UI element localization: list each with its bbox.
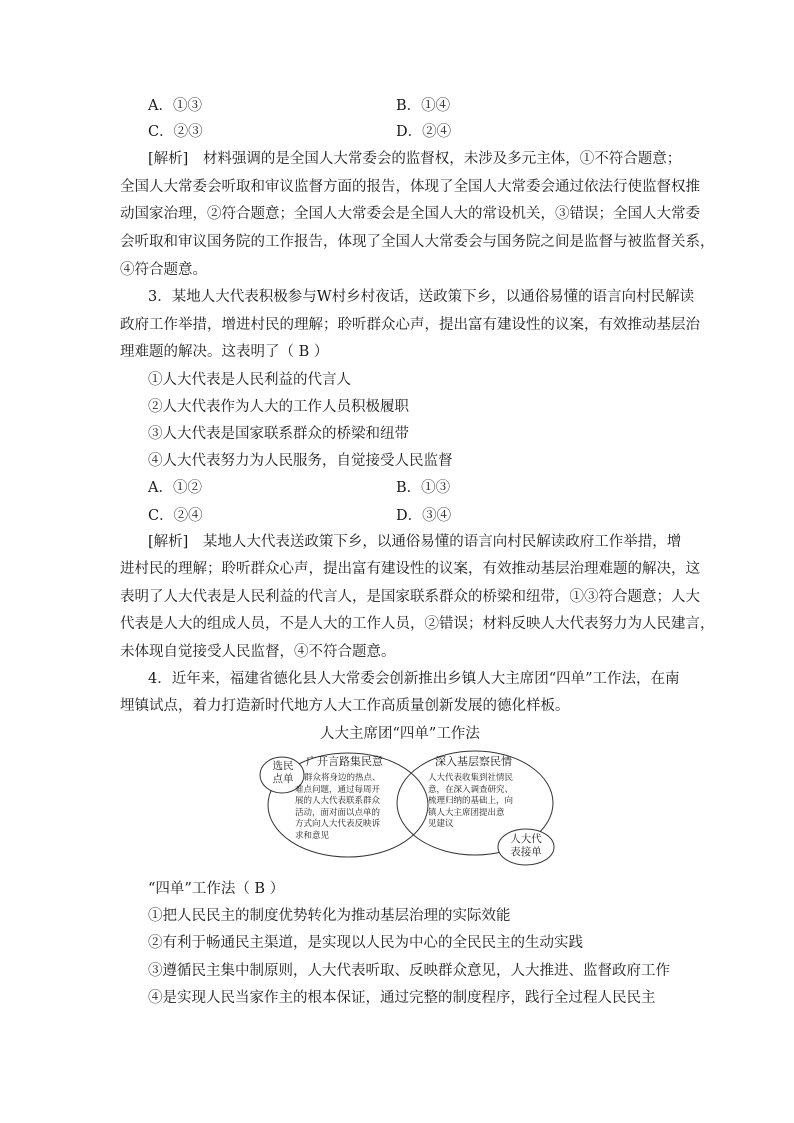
q3-option-d: D．③④ (396, 508, 452, 524)
right-tag-line: 表接单 (510, 846, 542, 858)
q3-option-a: A．①② (148, 480, 202, 496)
q3-analysis-line: 进村民的理解；聆听群众心声，提出富有建设性的议案，有效推动基层治理难题的解决，这 (120, 561, 700, 577)
q3-item: ①人大代表是人民利益的代言人 (148, 372, 351, 388)
q4-item: ①把人民民主的制度优势转化为推动基层治理的实际效能 (148, 908, 511, 924)
q3-analysis-line: [解析] 某地人大代表送政策下乡，以通俗易懂的语言向村民解读政府工作举措，增 (148, 534, 682, 550)
q2-analysis-line: ④符合题意。 (120, 262, 207, 278)
q4-item: ③遵循民主集中制原则，人大代表听取、反映群众意见，人大推进、监督政府工作 (148, 963, 670, 979)
right-body-line: 意，在深入调查研究、 (428, 784, 514, 795)
right-heading: 深入基层察民情 (435, 755, 512, 768)
q4-stem-line: 4．近年来，福建省德化县人大常委会创新推出乡镇人大主席团“四单”工作法，在南 (148, 671, 680, 687)
q4-item: ④是实现人民当家作主的根本保证，通过完整的制度程序，践行全过程人民民主 (148, 990, 656, 1006)
left-body-line: 展的人大代表联系群众 (295, 796, 381, 806)
q4-item: ②有利于畅通民主渠道，是实现以人民为中心的全民民主的生动实践 (148, 935, 583, 951)
q3-option-c: C．②④ (148, 508, 203, 524)
q3-item: ③人大代表是国家联系群众的桥梁和纽带 (148, 426, 409, 442)
q3-stem-line: 3．某地人大代表积极参与W村乡村夜话，送政策下乡，以通俗易懂的语言向村民解读 (148, 289, 695, 305)
q4-stem-line: 埋镇试点，着力打造新时代地方人大工作高质量创新发展的德化样板。 (120, 698, 570, 714)
q2-option-b: B．①④ (396, 98, 451, 114)
right-body-line: 镇人大主席团提出意 (428, 807, 505, 818)
left-body (295, 773, 381, 842)
q3-analysis-line: 代表是人大的组成人员，不是人大的工作人员，②错误；材料反映人大代表努力为人民建言， (120, 616, 715, 632)
left-body-line: 难点问题，通过每周开 (295, 784, 381, 795)
q3-stem-line: 政府工作举措，增进村民的理解；聆听群众心声，提出富有建设性的议案，有效推动基层治 (120, 317, 700, 333)
q3-item: ④人大代表努力为人民服务，自觉接受人民监督 (148, 453, 453, 469)
right-body (428, 773, 513, 831)
figure-title: 人大主席团“四单”工作法 (320, 726, 480, 742)
q3-stem-line: 理难题的解决。这表明了（ B ） (120, 344, 329, 360)
right-body-line: 见建议 (428, 819, 454, 829)
left-heading: 广开言路集民意 (306, 755, 383, 768)
q2-analysis-line: 动国家治理，②符合题意；全国人大常委会是全国人大的常设机关，③错误；全国人大常委 (120, 206, 700, 222)
q2-option-d: D．②④ (396, 124, 452, 140)
q2-analysis-line: 会听取和审议国务院的工作报告，体现了全国人大常委会与国务院之间是监督与被监督关系， (120, 234, 715, 250)
left-body-line: 活动，面对面以点单的 (295, 807, 381, 818)
q3-option-b: B．①③ (396, 480, 451, 496)
q2-option-a: A．①③ (148, 98, 202, 114)
right-tag (500, 833, 552, 859)
q4-question: “四单”工作法（ B ） (148, 881, 285, 897)
q3-item: ②人大代表作为人大的工作人员积极履职 (148, 399, 409, 415)
left-tag-line: 选民 (272, 760, 294, 772)
left-body-line: 求和意见 (295, 830, 330, 841)
right-tag-line: 人大代 (510, 833, 542, 845)
q2-analysis-line: [解析] 材料强调的是全国人大常委会的监督权，未涉及多元主体，①不符合题意； (148, 151, 682, 167)
q3-analysis-line: 表明了人大代表是人民利益的代言人，是国家联系群众的桥梁和纽带，①③符合题意；人大 (120, 589, 700, 605)
q3-analysis-line: 未体现自觉接受人民监督，④不符合题意。 (120, 644, 396, 660)
four-list-method-diagram (255, 747, 565, 867)
right-body-line: 人大代表收集到社情民 (428, 773, 514, 783)
left-body-line: 方式向人大代表反映诉 (295, 819, 381, 829)
q2-analysis-line: 全国人大常委会听取和审议监督方面的报告，体现了全国人大常委会通过依法行使监督权推 (120, 179, 700, 195)
left-body-line: 群众将身边的热点、 (304, 773, 381, 783)
left-tag-line: 点单 (272, 773, 294, 785)
q2-option-c: C．②③ (148, 124, 203, 140)
right-body-line: 梳理归纳的基础上，向 (428, 796, 514, 806)
